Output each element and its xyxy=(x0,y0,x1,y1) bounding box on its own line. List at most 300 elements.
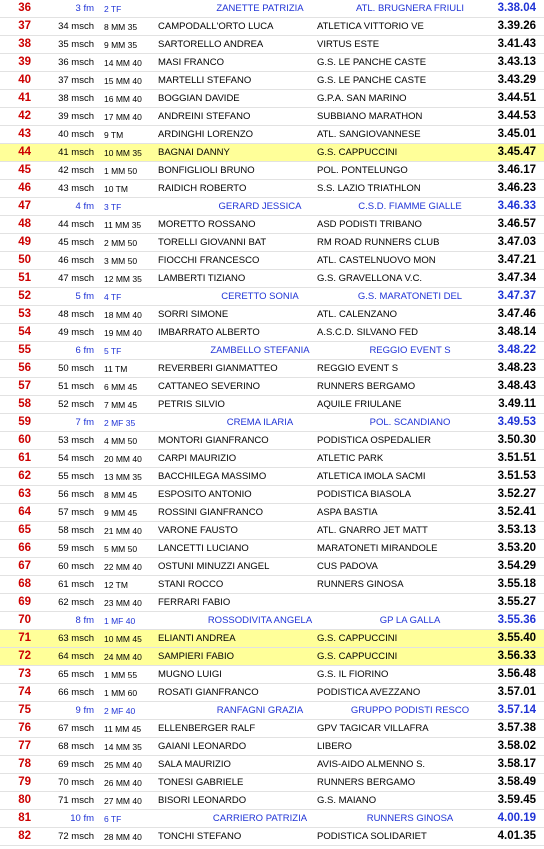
position-cell: 53 xyxy=(18,308,31,320)
category-rank-cell: 52 msch xyxy=(58,399,94,410)
club-cell: PODISTICA BIASOLA xyxy=(317,489,411,500)
category-cell: 20 MM 40 xyxy=(104,454,142,464)
finish-time-cell: 3.58.49 xyxy=(497,776,536,788)
category-cell: 7 MM 45 xyxy=(104,400,138,410)
athlete-name-cell: BACCHILEGA MASSIMO xyxy=(158,471,267,482)
athlete-name-cell: ESPOSITO ANTONIO xyxy=(158,489,252,500)
position-cell: 78 xyxy=(18,758,31,770)
club-cell: G.S. MAIANO xyxy=(317,795,377,806)
position-cell: 55 xyxy=(18,344,31,356)
club-cell: GPV TAGICAR VILLAFRA xyxy=(317,723,429,734)
category-cell: 1 MM 60 xyxy=(104,688,138,698)
category-rank-cell: 39 msch xyxy=(58,111,94,122)
category-rank-cell: 3 fm xyxy=(75,3,94,14)
club-cell: REGGIO EVENT S xyxy=(369,345,451,356)
club-cell: PODISTICA SOLIDARIET xyxy=(317,831,427,842)
finish-time-cell: 3.44.53 xyxy=(497,110,536,122)
club-cell: ATL. SANGIOVANNESE xyxy=(317,129,421,140)
category-cell: 9 MM 35 xyxy=(104,40,138,50)
category-rank-cell: 7 fm xyxy=(75,417,94,428)
position-cell: 81 xyxy=(18,812,31,824)
category-rank-cell: 38 msch xyxy=(58,93,94,104)
athlete-name-cell: LAMBERTI TIZIANO xyxy=(158,273,246,284)
category-rank-cell: 41 msch xyxy=(58,147,94,158)
category-cell: 26 MM 40 xyxy=(104,778,142,788)
finish-time-cell: 3.52.41 xyxy=(497,506,536,518)
category-rank-cell: 34 msch xyxy=(58,21,94,32)
club-cell: PODISTICA OSPEDALIER xyxy=(317,435,432,446)
finish-time-cell: 3.39.26 xyxy=(497,20,536,32)
table-row xyxy=(0,666,544,684)
athlete-name-cell: SALA MAURIZIO xyxy=(158,759,231,770)
category-rank-cell: 61 msch xyxy=(58,579,94,590)
table-row xyxy=(0,270,544,288)
finish-time-cell: 4.00.19 xyxy=(497,812,536,824)
category-rank-cell: 9 fm xyxy=(75,705,94,716)
finish-time-cell: 3.43.29 xyxy=(497,74,536,86)
category-cell: 24 MM 40 xyxy=(104,652,142,662)
finish-time-cell: 3.47.37 xyxy=(497,290,536,302)
category-cell: 12 TM xyxy=(104,580,128,590)
club-cell: S.S. LAZIO TRIATHLON xyxy=(317,183,421,194)
table-row xyxy=(0,126,544,144)
category-rank-cell: 40 msch xyxy=(58,129,94,140)
club-cell: RUNNERS BERGAMO xyxy=(317,381,416,392)
athlete-name-cell: TORELLI GIOVANNI BAT xyxy=(158,237,267,248)
finish-time-cell: 3.47.34 xyxy=(497,272,536,284)
finish-time-cell: 3.53.13 xyxy=(497,524,536,536)
club-cell: LIBERO xyxy=(317,741,352,752)
category-rank-cell: 44 msch xyxy=(58,219,94,230)
table-row xyxy=(0,162,544,180)
club-cell: ATLETIC PARK xyxy=(317,453,384,464)
club-cell: VIRTUS ESTE xyxy=(317,39,380,50)
position-cell: 61 xyxy=(18,452,31,464)
athlete-name-cell: CARRIERO PATRIZIA xyxy=(212,813,308,824)
position-cell: 43 xyxy=(18,128,31,140)
table-row xyxy=(0,810,544,828)
position-cell: 45 xyxy=(18,164,31,176)
club-cell: AVIS-AIDO ALMENNO S. xyxy=(317,759,426,770)
category-cell: 2 TF xyxy=(104,4,122,14)
position-cell: 77 xyxy=(18,740,31,752)
finish-time-cell: 3.48.23 xyxy=(497,362,536,374)
club-cell: G.S. IL FIORINO xyxy=(317,669,389,680)
table-row-highlighted xyxy=(0,630,544,648)
finish-time-cell: 3.41.43 xyxy=(497,38,536,50)
club-cell: G.S. CAPPUCCINI xyxy=(317,633,398,644)
position-cell: 68 xyxy=(18,578,31,590)
table-row xyxy=(0,324,544,342)
category-cell: 10 TM xyxy=(104,184,128,194)
category-rank-cell: 55 msch xyxy=(58,471,94,482)
athlete-name-cell: MARTELLI STEFANO xyxy=(158,75,252,86)
athlete-name-cell: SORRI SIMONE xyxy=(158,309,229,320)
finish-time-cell: 3.59.45 xyxy=(497,794,536,806)
category-rank-cell: 63 msch xyxy=(58,633,94,644)
athlete-name-cell: REVERBERI GIANMATTEO xyxy=(158,363,278,374)
position-cell: 70 xyxy=(18,614,31,626)
athlete-name-cell: MORETTO ROSSANO xyxy=(158,219,256,230)
athlete-name-cell: GAIANI LEONARDO xyxy=(158,741,247,752)
club-cell: RUNNERS GINOSA xyxy=(317,579,404,590)
position-cell: 62 xyxy=(18,470,31,482)
table-row xyxy=(0,738,544,756)
finish-time-cell: 3.48.22 xyxy=(497,344,536,356)
table-row xyxy=(0,108,544,126)
category-cell: 27 MM 40 xyxy=(104,796,142,806)
category-cell: 15 MM 40 xyxy=(104,76,142,86)
finish-time-cell: 3.49.11 xyxy=(498,398,536,410)
position-cell: 56 xyxy=(18,362,31,374)
category-rank-cell: 69 msch xyxy=(58,759,94,770)
finish-time-cell: 3.54.29 xyxy=(497,560,536,572)
category-rank-cell: 45 msch xyxy=(58,237,94,248)
category-cell: 12 MM 35 xyxy=(104,274,142,284)
club-cell: ATLETICA IMOLA SACMI xyxy=(317,471,426,482)
position-cell: 58 xyxy=(18,398,31,410)
club-cell: GP LA GALLA xyxy=(379,615,441,626)
club-cell: ASPA BASTIA xyxy=(317,507,378,518)
athlete-name-cell: ELIANTI ANDREA xyxy=(158,633,236,644)
position-cell: 48 xyxy=(18,218,31,230)
position-cell: 76 xyxy=(18,722,31,734)
athlete-name-cell: FERRARI FABIO xyxy=(158,597,231,608)
category-cell: 19 MM 40 xyxy=(104,328,142,338)
category-cell: 9 MM 45 xyxy=(104,508,138,518)
category-rank-cell: 4 fm xyxy=(75,201,94,212)
category-cell: 6 TF xyxy=(104,814,122,824)
category-cell: 13 MM 35 xyxy=(104,472,142,482)
athlete-name-cell: GERARD JESSICA xyxy=(218,201,302,212)
club-cell: C.S.D. FIAMME GIALLE xyxy=(358,201,462,212)
table-row xyxy=(0,234,544,252)
finish-time-cell: 3.38.04 xyxy=(497,2,536,14)
category-rank-cell: 58 msch xyxy=(58,525,94,536)
athlete-name-cell: ZANETTE PATRIZIA xyxy=(216,3,304,14)
table-row xyxy=(0,90,544,108)
category-cell: 4 MM 50 xyxy=(104,436,138,446)
category-rank-cell: 5 fm xyxy=(75,291,94,302)
athlete-name-cell: LANCETTI LUCIANO xyxy=(158,543,249,554)
athlete-name-cell: CREMA ILARIA xyxy=(226,417,294,428)
club-cell: AQUILE FRIULANE xyxy=(317,399,402,410)
club-cell: G.S. LE PANCHE CASTE xyxy=(317,57,427,68)
club-cell: GRUPPO PODISTI RESCO xyxy=(350,705,470,716)
position-cell: 75 xyxy=(18,704,31,716)
position-cell: 36 xyxy=(18,2,31,14)
category-rank-cell: 6 fm xyxy=(75,345,94,356)
table-row xyxy=(0,756,544,774)
table-row xyxy=(0,216,544,234)
category-rank-cell: 70 msch xyxy=(58,777,94,788)
finish-time-cell: 3.55.18 xyxy=(497,578,536,590)
athlete-name-cell: SARTORELLO ANDREA xyxy=(158,39,264,50)
athlete-name-cell: CERETTO SONIA xyxy=(221,291,299,302)
table-row xyxy=(0,702,544,720)
club-cell: REGGIO EVENT S xyxy=(317,363,399,374)
table-row xyxy=(0,18,544,36)
category-rank-cell: 57 msch xyxy=(58,507,94,518)
athlete-name-cell: MASI FRANCO xyxy=(158,57,224,68)
club-cell: SUBBIANO MARATHON xyxy=(317,111,423,122)
category-cell: 2 MF 35 xyxy=(104,418,136,428)
table-row xyxy=(0,522,544,540)
category-rank-cell: 64 msch xyxy=(58,651,94,662)
category-cell: 2 MM 50 xyxy=(104,238,138,248)
category-rank-cell: 37 msch xyxy=(58,75,94,86)
athlete-name-cell: FIOCCHI FRANCESCO xyxy=(158,255,260,266)
club-cell: ATL. CASTELNUOVO MON xyxy=(317,255,436,266)
position-cell: 41 xyxy=(18,92,31,104)
category-cell: 2 MF 40 xyxy=(104,706,136,716)
table-row xyxy=(0,774,544,792)
category-cell: 9 TM xyxy=(104,130,124,140)
finish-time-cell: 3.51.53 xyxy=(497,470,536,482)
table-row xyxy=(0,612,544,630)
category-cell: 10 MM 35 xyxy=(104,148,142,158)
category-cell: 21 MM 40 xyxy=(104,526,142,536)
club-cell: POL. SCANDIANO xyxy=(369,417,451,428)
finish-time-cell: 3.47.03 xyxy=(497,236,536,248)
category-cell: 14 MM 40 xyxy=(104,58,142,68)
athlete-name-cell: STANI ROCCO xyxy=(158,579,224,590)
category-rank-cell: 54 msch xyxy=(58,453,94,464)
category-cell: 23 MM 40 xyxy=(104,598,142,608)
category-cell: 1 MF 40 xyxy=(104,616,136,626)
table-row xyxy=(0,180,544,198)
athlete-name-cell: BOGGIAN DAVIDE xyxy=(158,93,240,104)
finish-time-cell: 3.46.33 xyxy=(497,200,536,212)
category-rank-cell: 36 msch xyxy=(58,57,94,68)
table-row xyxy=(0,72,544,90)
finish-time-cell: 3.49.53 xyxy=(497,416,536,428)
athlete-name-cell: MUGNO LUIGI xyxy=(158,669,222,680)
position-cell: 57 xyxy=(18,380,31,392)
athlete-name-cell: MONTORI GIANFRANCO xyxy=(158,435,269,446)
table-row xyxy=(0,396,544,414)
table-row xyxy=(0,792,544,810)
club-cell: G.S. CAPPUCCINI xyxy=(317,651,398,662)
finish-time-cell: 3.45.47 xyxy=(497,146,536,158)
category-cell: 25 MM 40 xyxy=(104,760,142,770)
position-cell: 52 xyxy=(18,290,31,302)
position-cell: 64 xyxy=(18,506,31,518)
athlete-name-cell: PETRIS SILVIO xyxy=(158,399,225,410)
athlete-name-cell: RANFAGNI GRAZIA xyxy=(216,705,304,716)
position-cell: 63 xyxy=(18,488,31,500)
position-cell: 79 xyxy=(18,776,31,788)
category-cell: 28 MM 40 xyxy=(104,832,142,842)
table-row xyxy=(0,198,544,216)
position-cell: 73 xyxy=(18,668,31,680)
table-row xyxy=(0,378,544,396)
athlete-name-cell: TONCHI STEFANO xyxy=(158,831,242,842)
position-cell: 74 xyxy=(18,686,31,698)
table-row xyxy=(0,0,544,18)
position-cell: 60 xyxy=(18,434,31,446)
finish-time-cell: 3.46.23 xyxy=(497,182,536,194)
finish-time-cell: 3.45.01 xyxy=(497,128,536,140)
position-cell: 82 xyxy=(18,830,31,842)
finish-time-cell: 3.46.57 xyxy=(497,218,536,230)
club-cell: RUNNERS BERGAMO xyxy=(317,777,416,788)
club-cell: ASD PODISTI TRIBANO xyxy=(317,219,422,230)
club-cell: G.S. CAPPUCCINI xyxy=(317,147,398,158)
category-cell: 11 MM 45 xyxy=(104,724,142,734)
position-cell: 38 xyxy=(18,38,31,50)
position-cell: 40 xyxy=(18,74,31,86)
category-rank-cell: 62 msch xyxy=(58,597,94,608)
position-cell: 71 xyxy=(18,632,31,644)
club-cell: ATLETICA VITTORIO VE xyxy=(317,21,424,32)
position-cell: 66 xyxy=(18,542,31,554)
category-cell: 18 MM 40 xyxy=(104,310,142,320)
category-rank-cell: 65 msch xyxy=(58,669,94,680)
category-rank-cell: 51 msch xyxy=(58,381,94,392)
category-rank-cell: 60 msch xyxy=(58,561,94,572)
table-row-highlighted xyxy=(0,144,544,162)
category-rank-cell: 53 msch xyxy=(58,435,94,446)
table-row xyxy=(0,288,544,306)
table-row xyxy=(0,414,544,432)
table-row xyxy=(0,36,544,54)
position-cell: 69 xyxy=(18,596,31,608)
category-rank-cell: 42 msch xyxy=(58,165,94,176)
athlete-name-cell: ZAMBELLO STEFANIA xyxy=(210,345,310,356)
category-cell: 1 MM 55 xyxy=(104,670,138,680)
club-cell: ATL. CALENZANO xyxy=(317,309,398,320)
athlete-name-cell: CARPI MAURIZIO xyxy=(158,453,237,464)
category-rank-cell: 72 msch xyxy=(58,831,94,842)
athlete-name-cell: CATTANEO SEVERINO xyxy=(158,381,261,392)
finish-time-cell: 3.58.02 xyxy=(497,740,536,752)
table-row xyxy=(0,252,544,270)
category-cell: 6 MM 45 xyxy=(104,382,138,392)
category-rank-cell: 71 msch xyxy=(58,795,94,806)
finish-time-cell: 3.55.40 xyxy=(497,632,536,644)
finish-time-cell: 3.56.48 xyxy=(497,668,536,680)
club-cell: MARATONETI MIRANDOLE xyxy=(317,543,438,554)
position-cell: 42 xyxy=(18,110,31,122)
club-cell: G.S. LE PANCHE CASTE xyxy=(317,75,427,86)
category-cell: 5 TF xyxy=(104,346,122,356)
category-rank-cell: 48 msch xyxy=(58,309,94,320)
finish-time-cell: 3.57.38 xyxy=(497,722,536,734)
position-cell: 72 xyxy=(18,650,31,662)
athlete-name-cell: CAMPODALL'ORTO LUCA xyxy=(158,21,274,32)
table-row xyxy=(0,558,544,576)
category-cell: 3 MM 50 xyxy=(104,256,138,266)
category-rank-cell: 35 msch xyxy=(58,39,94,50)
category-rank-cell: 47 msch xyxy=(58,273,94,284)
category-rank-cell: 50 msch xyxy=(58,363,94,374)
category-cell: 14 MM 35 xyxy=(104,742,142,752)
category-cell: 3 TF xyxy=(104,202,122,212)
finish-time-cell: 3.53.20 xyxy=(497,542,536,554)
category-rank-cell: 43 msch xyxy=(58,183,94,194)
table-row xyxy=(0,432,544,450)
category-cell: 11 TM xyxy=(104,364,128,374)
finish-time-cell: 3.51.51 xyxy=(497,452,536,464)
table-row-highlighted xyxy=(0,648,544,666)
category-cell: 16 MM 40 xyxy=(104,94,142,104)
table-row xyxy=(0,504,544,522)
athlete-name-cell: BONFIGLIOLI BRUNO xyxy=(158,165,255,176)
table-row xyxy=(0,684,544,702)
table-row xyxy=(0,486,544,504)
finish-time-cell: 3.43.13 xyxy=(497,56,536,68)
club-cell: RM ROAD RUNNERS CLUB xyxy=(317,237,440,248)
athlete-name-cell: IMBARRATO ALBERTO xyxy=(158,327,260,338)
category-rank-cell: 49 msch xyxy=(58,327,94,338)
athlete-name-cell: ANDREINI STEFANO xyxy=(158,111,251,122)
athlete-name-cell: BISORI LEONARDO xyxy=(158,795,247,806)
category-cell: 11 MM 35 xyxy=(104,220,142,230)
table-row xyxy=(0,342,544,360)
table-row xyxy=(0,360,544,378)
position-cell: 67 xyxy=(18,560,31,572)
athlete-name-cell: ARDINGHI LORENZO xyxy=(158,129,254,140)
finish-time-cell: 3.55.36 xyxy=(497,614,536,626)
position-cell: 59 xyxy=(18,416,31,428)
finish-time-cell: 3.48.14 xyxy=(497,326,536,338)
club-cell: G.S. GRAVELLONA V.C. xyxy=(317,273,423,284)
category-cell: 8 MM 35 xyxy=(104,22,138,32)
position-cell: 54 xyxy=(18,326,31,338)
finish-time-cell: 3.47.21 xyxy=(497,254,536,266)
position-cell: 44 xyxy=(18,146,31,158)
table-row xyxy=(0,450,544,468)
athlete-name-cell: RAIDICH ROBERTO xyxy=(158,183,247,194)
finish-time-cell: 3.47.46 xyxy=(497,308,536,320)
position-cell: 50 xyxy=(18,254,31,266)
finish-time-cell: 3.55.27 xyxy=(497,596,536,608)
athlete-name-cell: ROSSINI GIANFRANCO xyxy=(158,507,264,518)
table-row xyxy=(0,828,544,846)
athlete-name-cell: SAMPIERI FABIO xyxy=(158,651,235,662)
club-cell: ATL. BRUGNERA FRIULI xyxy=(355,3,465,14)
table-row xyxy=(0,720,544,738)
athlete-name-cell: VARONE FAUSTO xyxy=(158,525,238,536)
finish-time-cell: 3.44.51 xyxy=(497,92,536,104)
athlete-name-cell: ELLENBERGER RALF xyxy=(158,723,256,734)
club-cell: ATL. GNARRO JET MATT xyxy=(317,525,428,536)
category-rank-cell: 56 msch xyxy=(58,489,94,500)
club-cell: POL. PONTELUNGO xyxy=(317,165,408,176)
finish-time-cell: 3.46.17 xyxy=(497,164,536,176)
finish-time-cell: 3.56.33 xyxy=(497,650,536,662)
athlete-name-cell: ROSATI GIANFRANCO xyxy=(158,687,259,698)
position-cell: 46 xyxy=(18,182,31,194)
category-rank-cell: 46 msch xyxy=(58,255,94,266)
club-cell: G.P.A. SAN MARINO xyxy=(317,93,407,104)
athlete-name-cell: TONESI GABRIELE xyxy=(158,777,244,788)
table-row xyxy=(0,468,544,486)
category-rank-cell: 59 msch xyxy=(58,543,94,554)
position-cell: 49 xyxy=(18,236,31,248)
club-cell: CUS PADOVA xyxy=(317,561,378,572)
table-row xyxy=(0,306,544,324)
category-rank-cell: 10 fm xyxy=(70,813,94,824)
finish-time-cell: 3.48.43 xyxy=(497,380,536,392)
finish-time-cell: 3.57.01 xyxy=(497,686,536,698)
table-row xyxy=(0,594,544,612)
category-cell: 10 MM 45 xyxy=(104,634,142,644)
club-cell: G.S. MARATONETI DEL xyxy=(357,291,463,302)
category-rank-cell: 67 msch xyxy=(58,723,94,734)
category-cell: 4 TF xyxy=(104,292,122,302)
